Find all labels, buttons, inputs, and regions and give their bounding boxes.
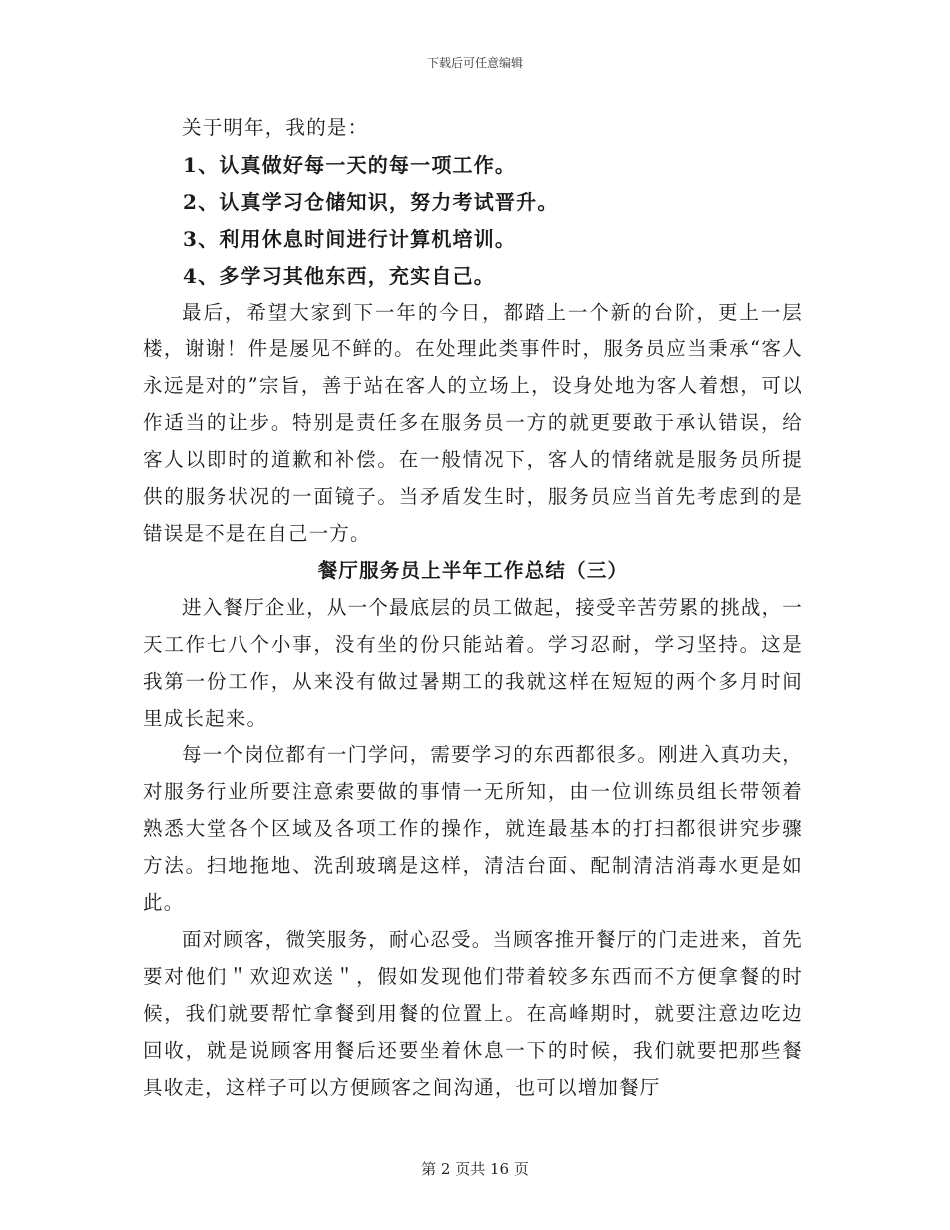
page-number: 第 2 页共 16 页	[421, 1160, 529, 1178]
page-header-note: 下载后可任意编辑	[426, 56, 523, 70]
section-title: 餐厅服务员上半年工作总结（三）	[317, 558, 629, 582]
closing-paragraph: 最后，希望大家到下一年的今日，都踏上一个新的台阶，更上一层楼，谢谢！件是屡见不鲜的。在处理此类事件时，服务员应当秉承“客人永远是对的”宗旨，善于站在客人的立场上，设身处地为客人着想，可以作适当的让步。特别是责任多在服务员一方的就更要敢于承认错误，给客人以即时的道歉和补偿。在一般情况下，客人的情绪就是服务员所提供的服务状况的一面镜子。当矛盾发生时，服务员应当首先考虑到的是错误是不是在自己一方。	[143, 300, 803, 545]
intro-line: 关于明年，我的是：	[182, 116, 369, 139]
plan-item-2: 2、认真学习仓储知识，努力考试晋升。	[183, 189, 559, 214]
plan-item-1: 1、认真做好每一天的每一项工作。	[183, 152, 517, 177]
plan-item-4: 4、多学习其他东西，充实自己。	[183, 263, 495, 288]
document-body	[143, 110, 803, 1106]
plan-item-3: 3、利用休息时间进行计算机培训。	[183, 226, 517, 251]
body-paragraph-2: 每一个岗位都有一门学问，需要学习的东西都很多。刚进入真功夫，对服务行业所要注意索要做的事情一无所知，由一位训练员组长带领着熟悉大堂各个区域及各项工作的操作，就连最基本的打扫都很讲究步骤方法。扫地拖地、洗刮玻璃是这样，清洁台面、配制清洁消毒水更是如此。	[143, 743, 804, 915]
body-paragraph-3: 面对顾客，微笑服务，耐心忍受。当顾客推开餐厅的门走进来，首先要对他们＂欢迎欢送＂，假如发现他们带着较多东西而不方便拿餐的时候，我们就要帮忙拿餐到用餐的位置上。在高峰期时，就要注意边吃边回收，就是说顾客用餐后还要坐着休息一下的时候，我们就要把那些餐具收走，这样子可以方便顾客之间沟通，也可以增加餐厅	[143, 927, 804, 1099]
body-paragraph-1: 进入餐厅企业，从一个最底层的员工做起，接受辛苦劳累的挑战，一天工作七八个小事，没有坐的份只能站着。学习忍耐，学习坚持。这是我第一份工作，从来没有做过暑期工的我就这样在短短的两个多月时间里成长起来。	[143, 595, 804, 730]
